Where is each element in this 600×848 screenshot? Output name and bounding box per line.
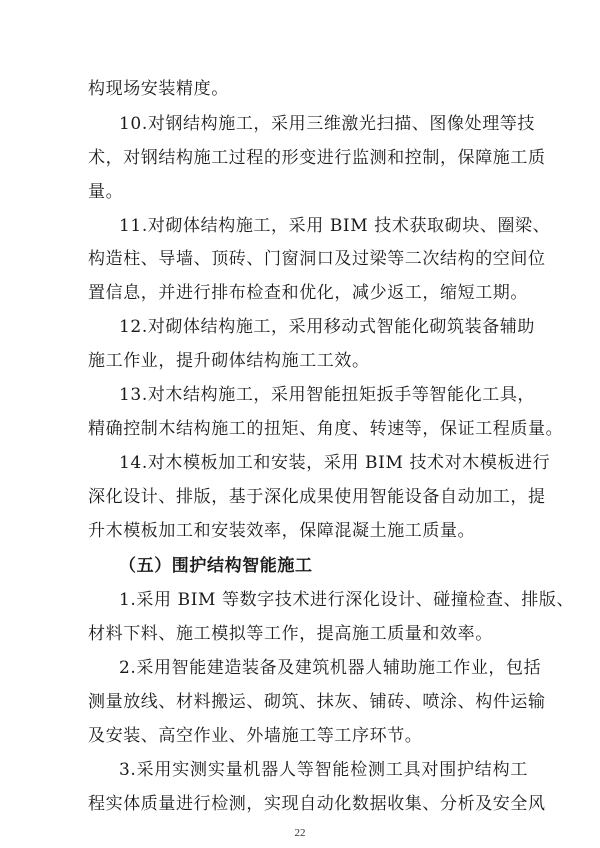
item-2-line-2: 测量放线、材料搬运、砌筑、抹灰、铺砖、喷涂、构件运输 [88,692,546,712]
text-line: 构现场安装精度。 [88,79,229,99]
item-2-line-3: 及安装、高空作业、外墙施工等工序环节。 [88,726,423,746]
item-3-line-1: 3.采用实测实量机器人等智能检测工具对围护结构工 [119,760,528,780]
item-1-line-1: 1.采用 BIM 等数字技术进行深化设计、碰撞检查、排版、 [119,590,575,610]
paragraph-14-line-1: 14.对木模板加工和安装，采用 BIM 技术对木模板进行 [119,453,551,473]
paragraph-10-line-1: 10.对钢结构施工，采用三维激光扫描、图像处理等技 [119,114,536,134]
paragraph-14-line-2: 深化设计、排版，基于深化成果使用智能设备自动加工，提 [88,487,546,507]
item-3-line-2: 程实体质量进行检测，实现自动化数据收集、分析及安全风 [88,794,546,814]
paragraph-11-line-1: 11.对砌体结构施工，采用 BIM 技术获取砌块、圈梁、 [119,216,551,236]
page-number: 22 [294,827,306,839]
section-heading: （五）围护结构智能施工 [119,556,313,576]
paragraph-13-line-2: 精确控制木结构施工的扭矩、角度、转速等，保证工程质量。 [88,419,564,439]
paragraph-11-line-2: 构造柱、导墙、顶砖、门窗洞口及过梁等二次结构的空间位 [88,249,546,269]
paragraph-10-line-3: 量。 [88,182,124,202]
paragraph-10-line-2: 术，对钢结构施工过程的形变进行监测和控制，保障施工质 [88,148,546,168]
item-1-line-2: 材料下料、施工模拟等工作，提高施工质量和效率。 [88,624,493,644]
paragraph-11-line-3: 置信息，并进行排布检查和优化，减少返工，缩短工期。 [88,283,528,303]
paragraph-14-line-3: 升木模板加工和安装效率，保障混凝土施工质量。 [88,521,476,541]
paragraph-12-line-2: 施工作业，提升砌体结构施工工效。 [88,351,370,371]
item-2-line-1: 2.采用智能建造装备及建筑机器人辅助施工作业，包括 [119,658,542,678]
paragraph-13-line-1: 13.对木结构施工，采用智能扭矩扳手等智能化工具， [119,385,536,405]
paragraph-12-line-1: 12.对砌体结构施工，采用移动式智能化砌筑装备辅助 [119,317,536,337]
